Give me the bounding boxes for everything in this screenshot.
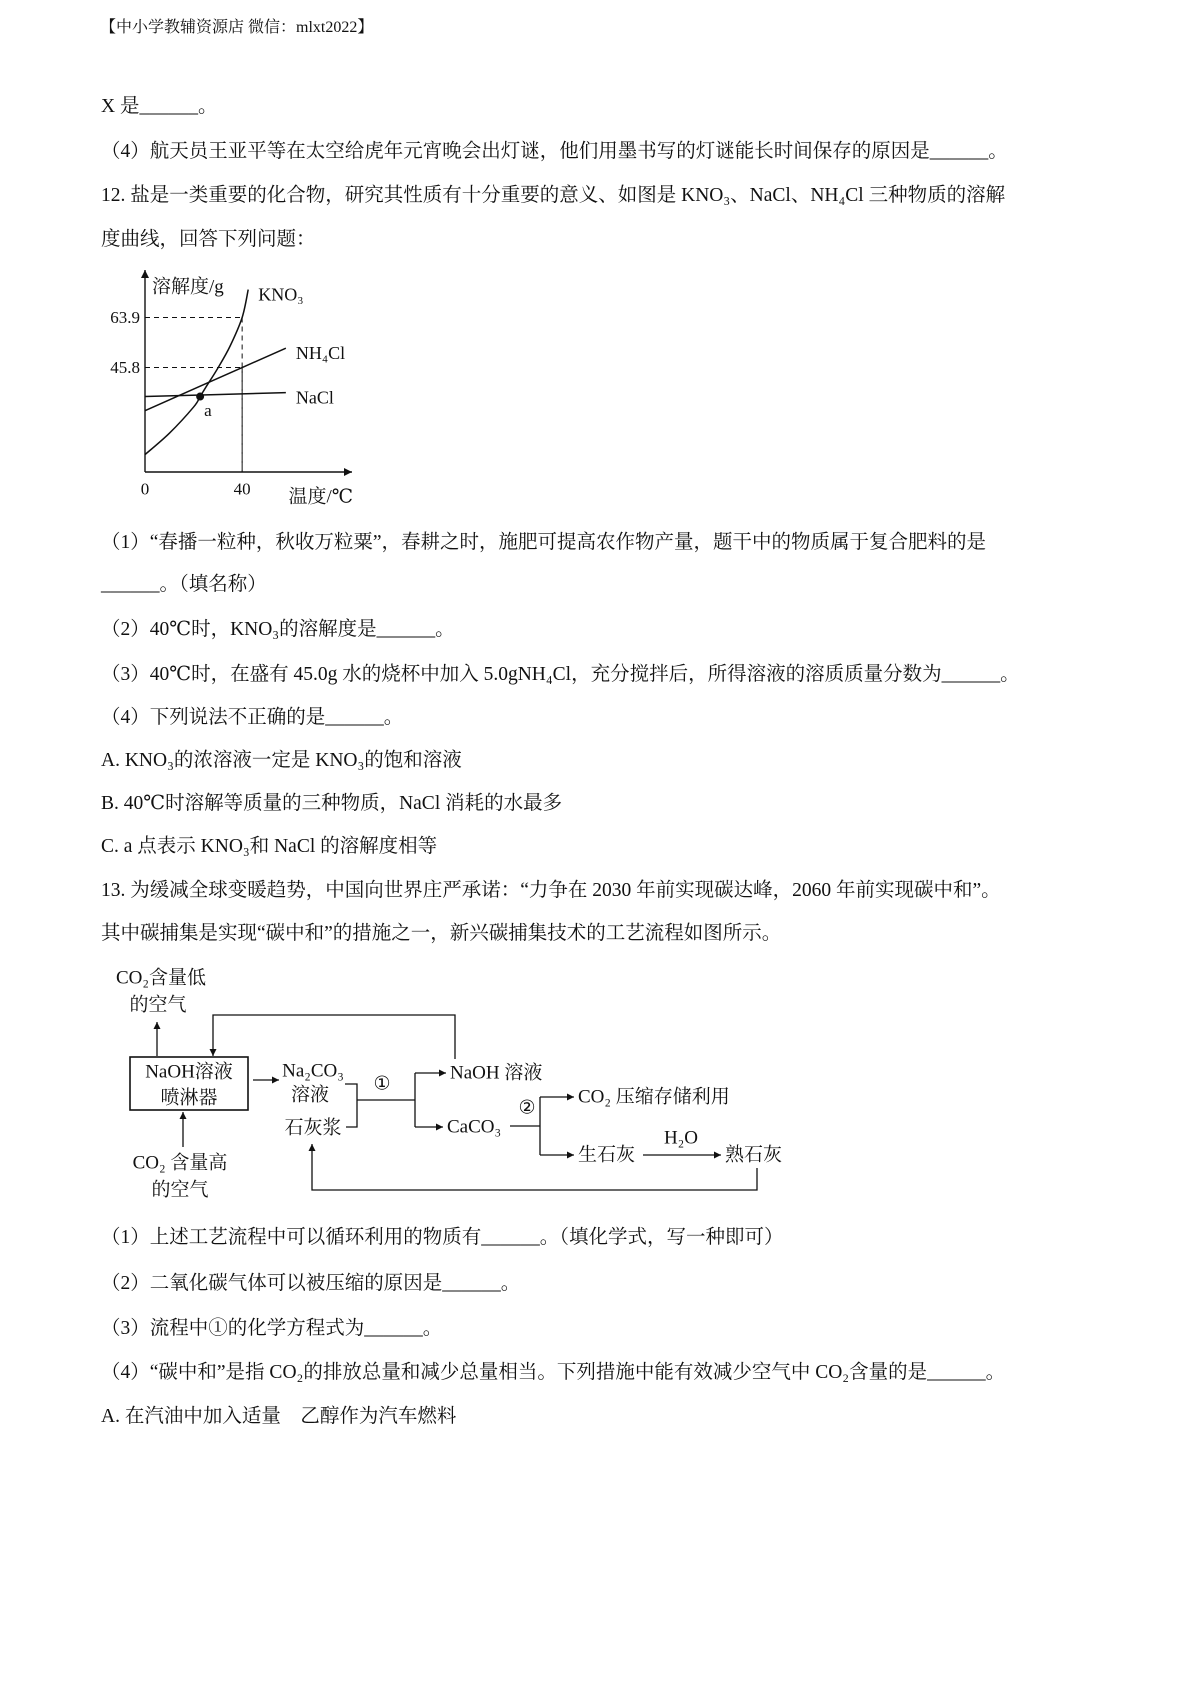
high-co2-air-label-line1: CO₂ 含量高 xyxy=(132,1152,228,1174)
mixture-label-solution: 溶液 xyxy=(290,1084,330,1106)
kno3-curve-label: KNO₃ xyxy=(258,284,304,305)
quicklime-label: 生石灰 xyxy=(578,1144,636,1166)
prev-question-item-4: （4）航天员王亚平等在太空给虎年元宵晚会出灯谜，他们用墨书写的灯谜能长时间保存的原因是______。 xyxy=(101,141,1008,162)
q13-stem-line-2: 其中碳捕集是实现“碳中和”的措施之一，新兴碳捕集技术的工艺流程如图所示。 xyxy=(101,923,782,944)
point-a-label: a xyxy=(204,401,212,421)
q12-stem-line-1: 12. 盐是一类重要的化合物，研究其性质有十分重要的意义、如图是 KNO₃、NaCl、NH₄Cl 三种物质的溶解 xyxy=(101,185,1006,206)
caco3-label: CaCO₃ xyxy=(447,1116,502,1138)
slaked-lime-label: 熟石灰 xyxy=(725,1144,783,1166)
carbon-capture-flow-diagram xyxy=(100,960,820,1205)
prev-question-blank-line: X 是______。 xyxy=(101,96,218,117)
step-1-marker: ① xyxy=(373,1073,391,1095)
q12-stem-line-2: 度曲线，回答下列问题： xyxy=(101,229,316,250)
high-co2-air-label-line2: 的空气 xyxy=(151,1179,209,1201)
q12-sub1-line-2: ______。（填名称） xyxy=(101,574,267,595)
x-tick-label: 0 xyxy=(140,479,150,499)
low-co2-air-label-line2: 的空气 xyxy=(129,994,187,1016)
q13-sub3: （3）流程中①的化学方程式为______。 xyxy=(101,1318,443,1339)
low-co2-air-label-line1: CO₂含量低 xyxy=(115,967,207,989)
point-a-marker xyxy=(196,393,204,401)
q12-sub2: （2）40℃时，KNO₃的溶解度是______。 xyxy=(101,619,455,640)
y-tick-label: 63.9 xyxy=(110,307,140,327)
slaked-lime-recycle-arrow xyxy=(312,1144,757,1190)
co2-storage-label: CO₂ 压缩存储利用 xyxy=(578,1086,730,1108)
x-tick-label: 40 xyxy=(233,479,251,499)
q12-option-c: C. a 点表示 KNO₃和 NaCl 的溶解度相等 xyxy=(101,836,438,857)
nh4cl-solubility-curve xyxy=(145,348,286,410)
q13-sub1: （1）上述工艺流程中可以循环利用的物质有______。（填化学式，写一种即可） xyxy=(101,1227,784,1248)
solubility-curve-chart xyxy=(100,265,380,515)
q12-sub1-line-1: （1）“春播一粒种，秋收万粒粟”，春耕之时，施肥可提高农作物产量，题干中的物质属于复合肥料的是 xyxy=(101,532,987,553)
q13-sub4: （4）“碳中和”是指 CO₂的排放总量和减少总量相当。下列措施中能有效减少空气中 CO₂含量的是______。 xyxy=(101,1362,1006,1383)
nacl-solubility-curve xyxy=(145,393,286,397)
naoh-recycle-arrow xyxy=(213,1015,455,1059)
step-2-marker: ② xyxy=(518,1097,536,1119)
naoh-solution-label: NaOH 溶液 xyxy=(450,1062,543,1084)
mixture-label-na2co3: Na₂CO₃ xyxy=(282,1060,344,1082)
sprayer-label-line1: NaOH溶液 xyxy=(145,1061,233,1083)
nacl-curve-label: NaCl xyxy=(295,387,334,408)
water-label: H₂O xyxy=(663,1127,699,1149)
watermark-header: 【中小学教辅资源店 微信：mlxt2022】 xyxy=(100,19,374,36)
q12-option-b: B. 40℃时溶解等质量的三种物质，NaCl 消耗的水最多 xyxy=(101,793,563,814)
q12-sub3: （3）40℃时，在盛有 45.0g 水的烧杯中加入 5.0gNH₄Cl，充分搅拌后，所得溶液的溶质质量分数为______。 xyxy=(101,664,1020,685)
q13-stem-line-1: 13. 为缓减全球变暖趋势，中国向世界庄严承诺：“力争在 2030 年前实现碳达峰，2060 年前实现碳中和”。 xyxy=(101,880,1001,901)
sprayer-label-line2: 喷淋器 xyxy=(160,1087,218,1109)
x-axis-label: 温度/℃ xyxy=(288,486,353,508)
q12-option-a: A. KNO₃的浓溶液一定是 KNO₃的饱和溶液 xyxy=(101,750,462,771)
y-tick-label: 45.8 xyxy=(110,358,140,378)
nh4cl-curve-label: NH₄Cl xyxy=(295,343,346,364)
q13-option-a: A. 在汽油中加入适量 乙醇作为汽车燃料 xyxy=(101,1406,457,1427)
mixture-label-lime-slurry: 石灰浆 xyxy=(284,1117,342,1139)
q13-sub2: （2）二氧化碳气体可以被压缩的原因是______。 xyxy=(101,1273,521,1294)
q12-sub4: （4）下列说法不正确的是______。 xyxy=(101,707,404,728)
y-axis-label: 溶解度/g xyxy=(152,276,224,298)
